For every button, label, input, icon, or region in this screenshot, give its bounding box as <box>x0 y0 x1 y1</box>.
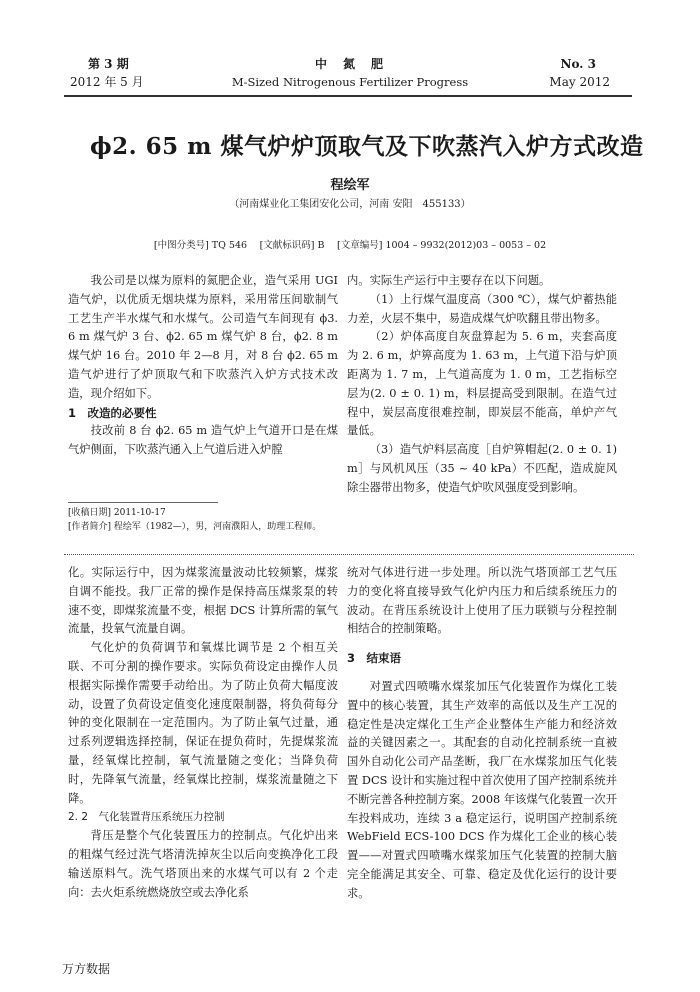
header-rule <box>64 95 632 97</box>
paragraph: 统对气体进行进一步处理。所以洗气塔顶部工艺气压力的变化将直接导致气化炉内压力和后续系统压力的波动。在背压系统设计上使用了压力联锁与分程控制相结合的控制策略。 <box>347 566 617 636</box>
article-affiliation: （河南煤业化工集团安化公司，河南 安阳 455133） <box>229 199 471 210</box>
dotted-separator <box>64 554 634 555</box>
header-journal-cn: 中 氮 肥 <box>314 57 385 71</box>
header-journal-en: M-Sized Nitrogenous Fertilizer Progress <box>231 75 469 89</box>
paragraph: 技改前 8 台 ϕ2. 65 m 造气炉上气道开口是在煤气炉侧面，下吹蒸汽通入上气道后进入炉膛 <box>68 424 338 457</box>
upper-left-column <box>68 272 338 460</box>
header-date-cn: 2012 年 5 月 <box>70 75 144 89</box>
header-date-en: May 2012 <box>549 75 610 89</box>
footer-watermark: 万方数据 <box>62 962 111 976</box>
paragraph: （2）炉体高度自灰盘算起为 5. 6 m，夹套高度为 2. 6 m，炉箅高度为 1. 63 m，上气道下沿与炉顶距离为 1. 7 m，上气道高度为 1. 0 m，工艺指标空层为(2. 0 ± 0. 1) m，料层提高受到限制。在造气过程中，炭层高度很难控制，即炭层不能高，单炉产气量低。 <box>347 330 617 438</box>
article-author: 程绘军 <box>330 178 370 193</box>
section-heading: 3 结束语 <box>347 651 402 666</box>
section-heading: 1 改造的必要性 <box>68 405 157 420</box>
header-issue: 第 3 期 <box>88 57 129 71</box>
lower-left-column <box>68 564 338 902</box>
header-no: No. 3 <box>560 57 596 71</box>
upper-right-column <box>347 272 617 498</box>
paragraph: 气化炉的负荷调节和氧煤比调节是 2 个相互关联、不可分割的操作要求。实际负荷设定由操作人员根据实际操作需要手动给出。为了防止负荷大幅度波动，设置了负荷设定值变化速度限制器，将负荷每分钟的变化限制在一定范围内。为了防止氧气过量，通过系列逻辑选择控制，保证在提负荷时，先提煤浆流量，经氧煤比控制，氧气流量随之变化；当降负荷时，先降氧气流量，经氧煤比控制，煤浆流量随之下降。 <box>68 641 338 805</box>
paragraph: （3）造气炉料层高度［自炉箅帽起(2. 0 ± 0. 1) m］与风机风压（35 ~ 40 kPa）不匹配，造成旋风除尘器带出物多，使造气炉吹风强度受到影响。 <box>347 443 617 494</box>
paragraph: 对置式四喷嘴水煤浆加压气化装置作为煤化工装置中的核心装置，其生产效率的高低以及生产工况的稳定性是决定煤化工生产企业整体生产能力和经济效益的关键因素之一。其配套的自动化控制系统一直被国外自动化公司产品垄断，我厂在水煤浆加压气化装置 DCS 设计和实施过程中首次使用了国产控制系统并不断完善各种控制方案。2008 年该煤气化装置一次开车投料成功，连续 3 a 稳定运行，说明国产控制系统 WebField ECS-100 DCS 作为煤化工企业的核心装置——对置式四喷嘴水煤浆加压气化装置的控制大脑完全能满足其安全、可靠、稳定及优化运行的设计要求。 <box>347 679 617 900</box>
article-title: ϕ2. 65 m 煤气炉炉顶取气及下吹蒸汽入炉方式改造 <box>90 133 644 160</box>
paragraph: 内。实际生产运行中主要存在以下问题。 <box>347 274 551 287</box>
subsection-heading: 2. 2 气化装置背压系统压力控制 <box>68 811 225 824</box>
article-classification: [中图分类号] TQ 546 [文献标识码] B [文章编号] 1004 – 9932(2012)03 – 0053 – 02 <box>153 240 547 251</box>
paragraph: 化。实际运行中，因为煤浆流量波动比较频繁，煤浆自调不能投。我厂正常的操作是保持高压煤浆泵的转速不变，即煤浆流量不变，根据 DCS 计算所需的氧气流量，投氧气流量自调。 <box>68 566 338 636</box>
received-date: [收稿日期] 2011-10-17 <box>68 508 166 518</box>
paragraph: 背压是整个气化装置压力的控制点。气化炉出来的粗煤气经过洗气塔清洗掉灰尘以后向变换净化工段输送原料气。洗气塔顶出来的水煤气可以有 2 个走向：去火炬系统燃烧放空或去净化系 <box>68 829 338 899</box>
paragraph: 我公司是以煤为原料的氮肥企业，造气采用 UGI 造气炉，以优质无烟块煤为原料，采用常压间歇制气工艺生产半水煤气和水煤气。公司造气车间现有 ϕ3. 6 m 煤气炉 3 台、ϕ2. 65 m 煤气炉 8 台，ϕ2. 8 m 煤气炉 16 台。2010 年 2—8 月，对 8 台 ϕ2. 65 m 造气炉进行了炉顶取气和下吹蒸汽入炉方式技术改造，现介绍如下。 <box>68 274 338 400</box>
author-bio: [作者简介] 程绘军（1982—），男，河南濮阳人，助理工程师。 <box>68 522 322 532</box>
lower-right-column <box>347 564 617 904</box>
footnote <box>68 506 338 534</box>
paragraph: （1）上行煤气温度高（300 ℃），煤气炉蓄热能力差，火层不集中，易造成煤气炉吹翻且带出物多。 <box>347 292 617 325</box>
footnote-rule <box>68 502 218 503</box>
